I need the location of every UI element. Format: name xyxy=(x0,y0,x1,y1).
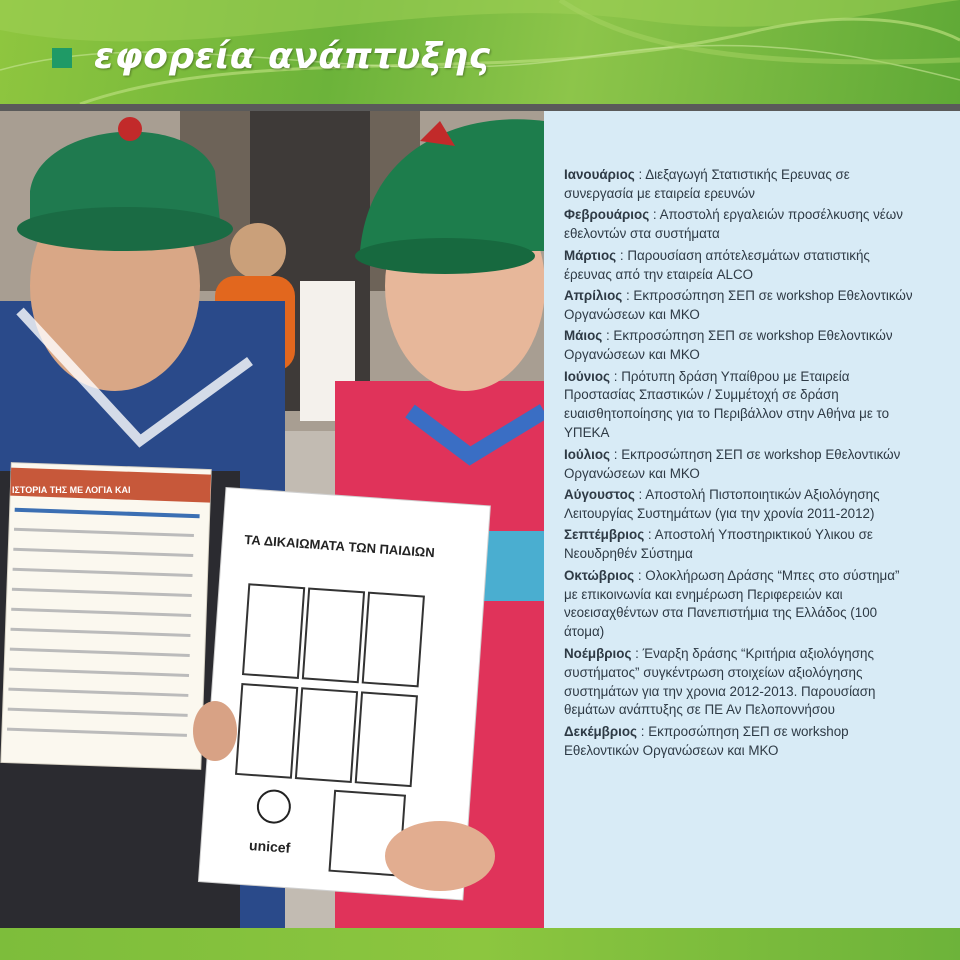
timeline-entry xyxy=(564,486,914,524)
month-separator: : xyxy=(602,328,614,344)
month-description: Αποστολή Πιστοποιητικών Αξιολόγησης Λειτουργίας Συστημάτων (για την χρονία 2011-2012) xyxy=(564,487,880,521)
timeline-entry xyxy=(564,567,914,643)
timeline-panel xyxy=(544,111,960,928)
month-separator: : xyxy=(649,207,660,223)
square-bullet-icon xyxy=(52,48,72,68)
month-label: Μάρτιος xyxy=(564,247,617,263)
month-separator: : xyxy=(637,723,649,739)
photo-illustration xyxy=(0,111,544,928)
timeline-entry xyxy=(564,526,914,564)
timeline-entry xyxy=(564,446,914,484)
timeline-entry xyxy=(564,166,914,204)
month-label: Μάιος xyxy=(564,328,603,344)
month-description: Ολοκλήρωση Δράσης “Μπες στο σύστημα” με επικοινωνία και ενημέρωση Περιφερειών και νεοεισαχθέντων στα Πανεπιστήμια της Ελλάδος (100 άτομα) xyxy=(564,567,900,640)
month-label: Απρίλιος xyxy=(564,287,623,303)
month-separator: : xyxy=(644,527,655,543)
month-label: Ιούνιος xyxy=(564,368,611,384)
left-leaflet-heading: ΙΣΤΟΡΙΑ ΤΗΣ ΜΕ ΛΟΓΙΑ ΚΑΙ xyxy=(12,485,131,495)
timeline-entry xyxy=(564,645,914,721)
section-title: εφορεία ανάπτυξης xyxy=(94,36,491,77)
month-separator: : xyxy=(616,247,628,263)
month-label: Σεπτέμβριος xyxy=(564,527,645,543)
timeline-entry xyxy=(564,287,914,325)
timeline-entry xyxy=(564,247,914,285)
month-description: Έναρξη δράσης “Κριτήρια αξιολόγησης συστήματος” συγκέντρωση στοιχείων αξιολόγησης συστημάτων για την χρονια 2012-2013. Παρουσίαση θεμάτων ανάπτυξης σε ΠΕ Αν Πελοποννήσου xyxy=(564,645,876,718)
month-description: Εκπροσώπηση ΣΕΠ σε workshop Εθελοντικών Οργανώσεων και ΜΚΟ xyxy=(564,328,893,363)
monthly-timeline xyxy=(564,166,914,763)
month-separator: : xyxy=(634,487,646,502)
month-description: Αποστολή Υποστηρικτικού Υλικου σε Νεουδρηθέν Σύστημα xyxy=(564,527,873,562)
month-description: Εκπροσώπηση ΣΕΠ σε workshop Εθελοντικών Οργανώσεων και ΜΚΟ xyxy=(564,446,901,481)
month-description: Παρουσίαση απότελεσμάτων στατιστικής έρευνας από την εταιρεία ALCO xyxy=(564,247,870,282)
month-separator: : xyxy=(622,287,634,303)
month-separator: : xyxy=(634,567,646,583)
timeline-entry xyxy=(564,368,914,444)
month-label: Ιανουάριος xyxy=(564,167,635,182)
month-description: Εκπροσώπηση ΣΕΠ σε workshop Εθελοντικών Οργανώσεων και ΜΚΟ xyxy=(564,287,913,322)
month-separator: : xyxy=(631,645,643,661)
month-label: Αύγουστος xyxy=(564,487,635,502)
header-divider xyxy=(0,104,960,111)
month-separator: : xyxy=(610,446,622,462)
timeline-entry xyxy=(564,723,914,761)
scouts-photo xyxy=(0,111,544,928)
month-description: Αποστολή εργαλειών προσέλκυσης νέων εθελοντών στα συστήματα xyxy=(564,207,903,242)
month-description: Διεξαγωγή Στατιστικής Ερευνας σε συνεργασία με εταιρεία ερευνών xyxy=(564,167,850,201)
month-separator: : xyxy=(634,167,646,182)
month-description: Εκπροσώπηση ΣΕΠ σε workshop Εθελοντικών Οργανώσεων και ΜΚΟ xyxy=(564,723,849,758)
footer-band xyxy=(0,928,960,960)
right-leaflet-heading: ΤΑ ΔΙΚΑΙΩΜΑΤΑ ΤΩΝ ΠΑΙΔΙΩΝ xyxy=(243,531,436,561)
month-label: Δεκέμβριος xyxy=(564,723,638,739)
month-label: Νοέμβριος xyxy=(564,645,632,661)
month-label: Οκτώβριος xyxy=(564,567,635,583)
header-banner xyxy=(0,0,960,104)
month-description: Πρότυπη δράση Υπαίθρου με Εταιρεία Προστασίας Σπαστικών / Συμμέτοχή σε δράση ευαισθητοποίησης για το Περιβάλλον στην Αθήνα με το ΥΠΕΚΑ xyxy=(564,368,890,441)
timeline-entry xyxy=(564,206,914,244)
month-label: Φεβρουάριος xyxy=(564,207,650,223)
unicef-logo: unicef xyxy=(248,836,291,856)
month-label: Ιούλιος xyxy=(564,446,611,462)
timeline-entry xyxy=(564,327,914,365)
month-separator: : xyxy=(610,368,622,384)
